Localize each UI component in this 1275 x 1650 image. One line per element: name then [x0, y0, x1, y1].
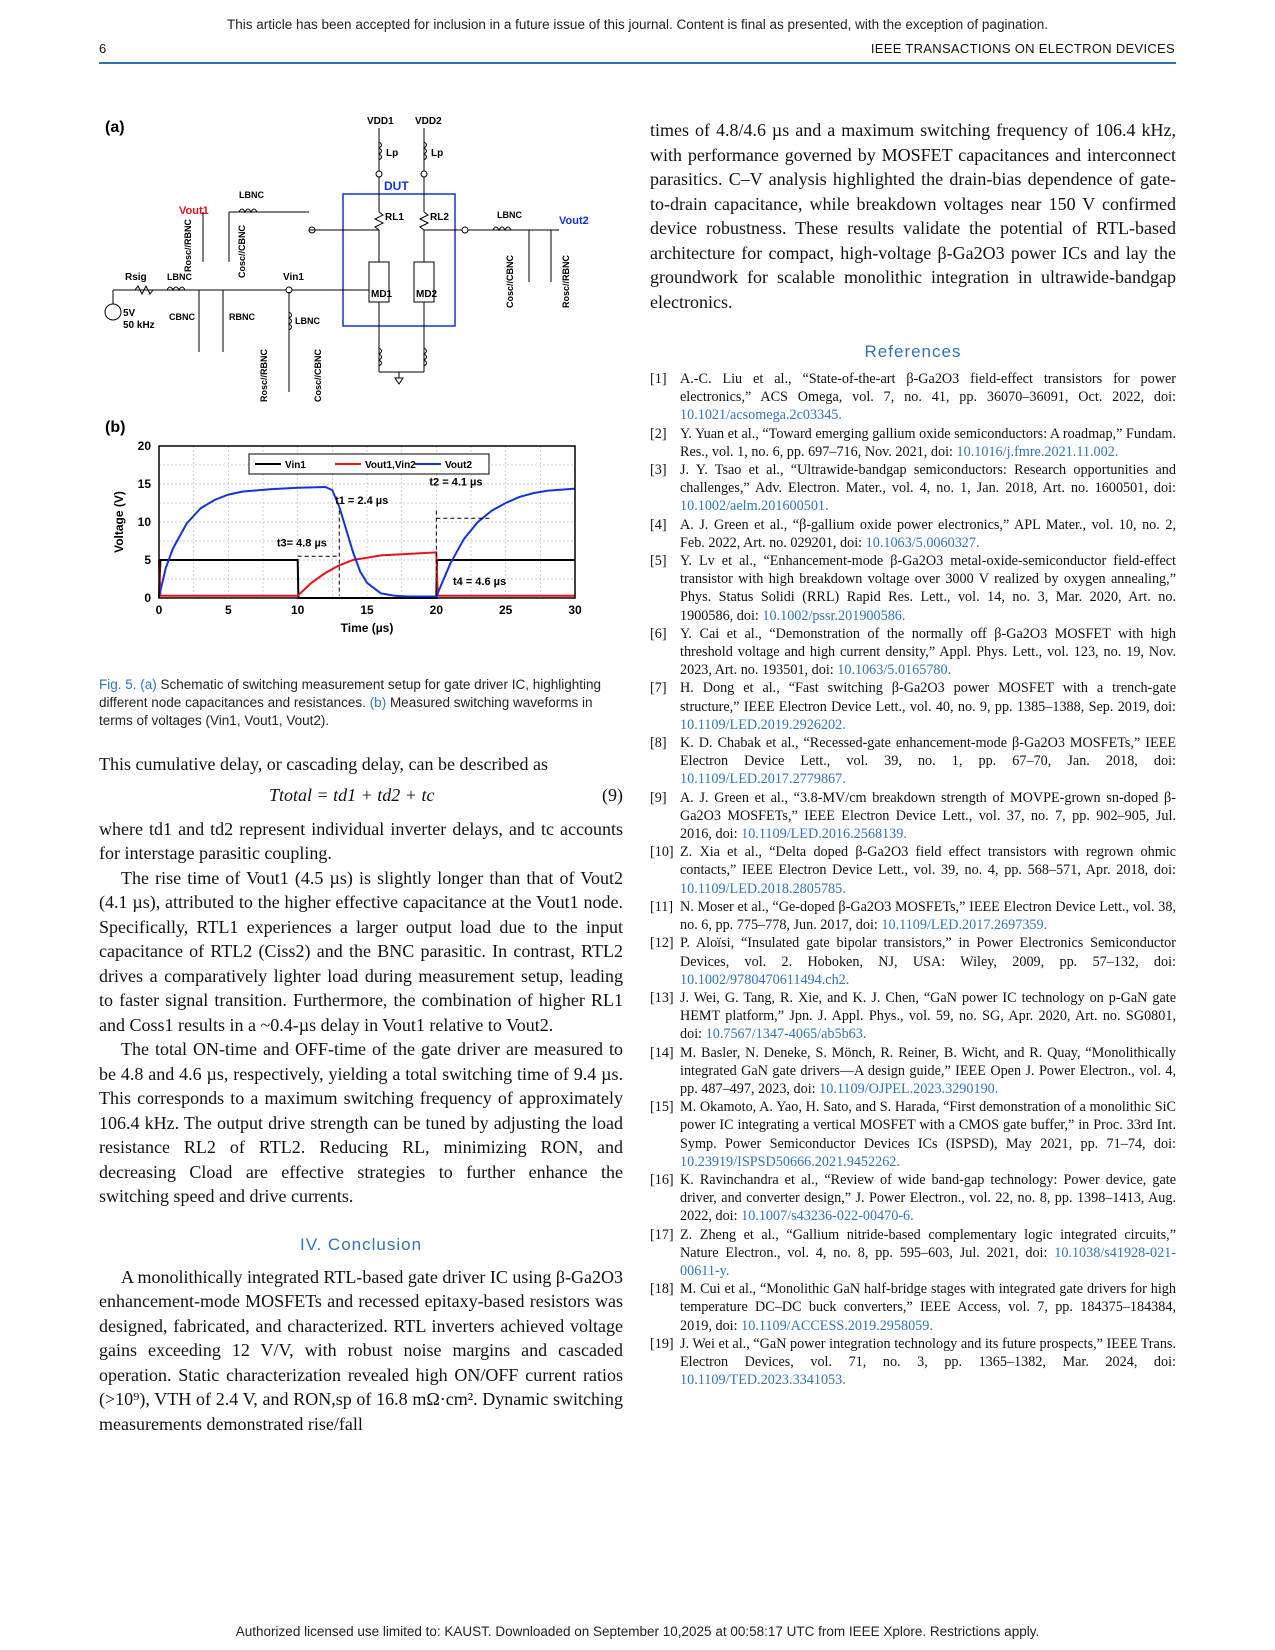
reference-citation: M. Cui et al., “Monolithic GaN half-bridge stages with integrated gate drivers for high temperature DC–DC buck converters,” IEEE Access, vol. 7, pp. 184375–184384, 2019, doi: [680, 1281, 1176, 1334]
equation-number: (9) [602, 784, 623, 805]
lp-label-2: Lp [431, 148, 444, 159]
y-tick-label: 15 [137, 477, 151, 491]
cosc-label-2: Cosc//CBNC [313, 348, 323, 402]
journal-name: IEEE TRANSACTIONS ON ELECTRON DEVICES [870, 41, 1175, 56]
panel-b-label: (b) [105, 419, 126, 436]
rl1-label: RL1 [385, 212, 404, 223]
vout1-label: Vout1 [179, 205, 209, 217]
reference-doi-link[interactable]: 10.1038/s41928-021-00611-y. [680, 1244, 1176, 1279]
legend-label: Vout1,Vin2 [365, 460, 416, 471]
x-tick-label: 0 [155, 603, 163, 617]
reference-item [650, 789, 1176, 844]
figure-5a-schematic [99, 112, 623, 412]
reference-doi-link[interactable]: 10.1109/LED.2017.2779867. [680, 771, 846, 788]
chart-annotations [277, 477, 506, 596]
reference-doi-link[interactable]: 10.1021/acsomega.2c03345. [680, 407, 842, 424]
reference-item [650, 679, 1176, 734]
rosc-label-2: Rosc//RBNC [259, 348, 269, 402]
equation-expression: Ttotal = td1 + td2 + tc [269, 784, 435, 805]
reference-doi-link[interactable]: 10.1109/TED.2023.3341053. [680, 1372, 846, 1389]
reference-citation: M. Okamoto, A. Yao, H. Sato, and S. Harada, “First demonstration of a monolithic SiC power IC integrating a vertical MOSFET with a CMOS gate buffer,” in Proc. 33rd Int. Symp. Power Semiconductor Devices ICs (ISPSD), May 2021, pp. 71–74, doi: [680, 1099, 1176, 1152]
reference-item [650, 1098, 1176, 1171]
reference-item [650, 625, 1176, 680]
reference-text [680, 1335, 1176, 1390]
reference-number: [4] [650, 516, 667, 533]
reference-text [680, 934, 1176, 989]
reference-item [650, 843, 1176, 898]
reference-number: [15] [650, 1099, 674, 1116]
cosc-label-3: Cosc//CBNC [505, 254, 515, 308]
acceptance-notice: This article has been accepted for inclusion in a future issue of this journal. Content is final as presented, with the exception of pagination. [227, 17, 1048, 32]
vin1-label: Vin1 [283, 272, 304, 283]
caption-a-text: Schematic of switching measurement setup for gate driver IC, highlighting different node capacitances and resistances. [99, 677, 601, 710]
rl2-label: RL2 [430, 212, 449, 223]
reference-item [650, 461, 1176, 516]
left-column [99, 112, 623, 1436]
license-footer: Authorized licensed use limited to: KAUST. Downloaded on September 10,2025 at 00:58:17 UTC from IEEE Xplore. Restrictions apply. [235, 1624, 1040, 1639]
reference-citation: Z. Zheng et al., “Gallium nitride-based complementary logic integrated circuits,” Nature Electron., vol. 4, no. 8, pp. 595–603, Jul. 2021, doi: [680, 1226, 1176, 1261]
source-label: 5V [123, 308, 136, 319]
y-tick-label: 10 [137, 515, 151, 529]
x-tick-label: 10 [290, 603, 305, 617]
rsig-label: Rsig [125, 272, 147, 283]
md2-label: MD2 [416, 289, 438, 300]
reference-item [650, 934, 1176, 989]
reference-doi-link[interactable]: 10.1109/LED.2019.2926202. [680, 716, 846, 733]
reference-doi-link[interactable]: 10.1007/s43236-022-00470-6. [741, 1208, 914, 1225]
legend-label: Vin1 [285, 460, 306, 471]
reference-citation: Y. Cai et al., “Demonstration of the normally off β-Ga2O3 MOSFET with high threshold voltage and high current density,” Appl. Phys. Lett., vol. 123, no. 19, Nov. 2023, Art. no. 193501, doi: [680, 625, 1176, 679]
vdd1-label: VDD1 [367, 116, 394, 127]
header-rule [99, 62, 1176, 64]
references-heading: References [864, 342, 962, 361]
reference-number: [12] [650, 935, 674, 952]
figure-caption [99, 676, 623, 730]
vout2-label: Vout2 [559, 215, 589, 227]
reference-number: [13] [650, 989, 674, 1006]
reference-citation: H. Dong et al., “Fast switching β-Ga2O3 power MOSFET with a trench-gate structure,” IEEE Electron Device Lett., vol. 40, no. 9, pp. 1385–1388, Sep. 2019, doi: [680, 680, 1176, 715]
reference-text [680, 425, 1176, 461]
reference-doi-link[interactable]: 10.1109/ACCESS.2019.2958059. [741, 1317, 933, 1334]
freq-label: 50 kHz [123, 320, 155, 331]
legend-label: Vout2 [445, 460, 473, 471]
chart-annotation: t3= 4.8 µs [276, 537, 327, 550]
y-axis-label: Voltage (V) [112, 491, 126, 553]
reference-item [650, 898, 1176, 934]
x-tick-label: 25 [498, 603, 513, 617]
reference-text [680, 552, 1176, 625]
lbnc-label-4: LBNC [497, 210, 522, 220]
reference-item [650, 425, 1176, 461]
page-number: 6 [99, 41, 107, 56]
reference-item [650, 1335, 1176, 1390]
reference-doi-link[interactable]: 10.1063/5.0060327. [865, 534, 980, 551]
reference-citation: Z. Xia et al., “Delta doped β-Ga2O3 field effect transistors with regrown ohmic contacts,” IEEE Electron Device Lett., vol. 39, no. 4, pp. 568–571, Apr. 2018, doi: [680, 844, 1176, 879]
reference-doi-link[interactable]: 10.1109/LED.2017.2697359. [881, 917, 1048, 934]
lbnc-label-3: LBNC [295, 316, 320, 326]
reference-number: [18] [650, 1281, 674, 1298]
reference-item [650, 734, 1176, 789]
reference-citation: J. Wei et al., “GaN power integration technology and its future prospects,” IEEE Trans. Electron Devices, vol. 71, no. 3, pp. 1365–1382, Mar. 2024, doi: [680, 1335, 1176, 1370]
rbnc-label: RBNC [229, 312, 255, 322]
reference-number: [2] [650, 425, 667, 442]
reference-text [680, 734, 1176, 789]
body-paragraph-1: This cumulative delay, or cascading delay, can be described as [99, 754, 548, 774]
equation-9 [99, 777, 623, 817]
dut-label: DUT [384, 179, 409, 193]
reference-doi-link[interactable]: 10.1109/LED.2016.2568139. [741, 826, 907, 843]
reference-doi-link[interactable]: 10.1002/9780470611494.ch2. [680, 971, 850, 988]
panel-a-label: (a) [105, 119, 125, 136]
reference-doi-link[interactable]: 10.1016/j.fmre.2021.11.002. [956, 443, 1119, 460]
reference-text [680, 625, 1176, 680]
lp-label-1: Lp [386, 148, 399, 159]
reference-doi-link[interactable]: 10.1063/5.0165780. [837, 662, 952, 679]
lbnc-label-1: LBNC [239, 190, 264, 200]
reference-citation: Y. Yuan et al., “Toward emerging gallium oxide semiconductors: A roadmap,” Fundam. Res., vol. 1, no. 6, pp. 697–716, Nov. 2021, doi: [680, 425, 1176, 460]
body-paragraph-2: where td1 and td2 represent individual inverter delays, and tc accounts for interstage parasitic coupling. [99, 818, 623, 863]
body-paragraph-5: A monolithically integrated RTL-based gate driver IC using β-Ga2O3 enhancement-mode MOSFETs and recessed epitaxy-based resistors was designed, fabricated, and characterized. RTL inverters achieved voltage gains exceeding 12 V/V, with robust noise margins and cascaded operation. Static characterization revealed high ON/OFF current ratios (>10⁹), VTH of 2.4 V, and RON,sp of 16.8 mΩ·cm². Dynamic switching measurements demonstrated rise/fall [99, 1266, 623, 1434]
reference-item [650, 552, 1176, 625]
reference-text [680, 1098, 1176, 1171]
x-tick-label: 20 [429, 603, 444, 617]
reference-doi-link[interactable]: 10.7567/1347-4065/ab5b63. [705, 1026, 867, 1043]
chart-annotation: t2 = 4.1 µs [429, 476, 483, 489]
chart-legend [249, 454, 489, 474]
cosc-label-1: Cosc//CBNC [237, 224, 247, 278]
reference-doi-link[interactable]: 10.1109/LED.2018.2805785. [680, 880, 846, 897]
reference-item [650, 516, 1176, 552]
reference-number: [17] [650, 1226, 674, 1243]
reference-number: [10] [650, 844, 674, 861]
x-axis-label: Time (µs) [340, 621, 394, 635]
x-tick-label: 5 [224, 603, 232, 617]
reference-text [680, 516, 1176, 552]
x-tick-label: 15 [360, 603, 374, 617]
reference-number: [8] [650, 735, 667, 752]
reference-text [680, 1044, 1176, 1099]
reference-text [680, 461, 1176, 516]
reference-number: [19] [650, 1335, 674, 1352]
reference-text [680, 989, 1176, 1044]
reference-text [680, 1280, 1176, 1335]
md1-label: MD1 [371, 289, 393, 300]
reference-number: [16] [650, 1171, 674, 1188]
reference-text [680, 898, 1176, 934]
caption-b-marker: (b) [369, 695, 387, 710]
reference-text [680, 1171, 1176, 1226]
reference-doi-link[interactable]: 10.1002/aelm.201600501. [680, 498, 829, 515]
reference-number: [11] [650, 898, 674, 915]
reference-number: [9] [650, 789, 667, 806]
reference-item [650, 1280, 1176, 1335]
rosc-label-1: Rosc//RBNC [183, 218, 193, 272]
caption-a-marker: (a) [140, 677, 157, 692]
reference-text [680, 843, 1176, 898]
reference-item [650, 370, 1176, 425]
reference-citation: N. Moser et al., “Ge-doped β-Ga2O3 MOSFETs,” IEEE Electron Device Lett., vol. 38, no. 6, pp. 775–778, Jun. 2017, doi: [680, 898, 1176, 934]
vdd2-label: VDD2 [415, 116, 442, 127]
reference-list [650, 370, 1176, 1389]
section-heading-conclusion: IV. Conclusion [299, 1234, 423, 1254]
reference-text [680, 1226, 1176, 1281]
reference-citation: J. Wei, G. Tang, R. Xie, and K. J. Chen, “GaN power IC technology on p-GaN gate HEMT platform,” Jpn. J. Appl. Phys., vol. 59, no. SG, Apr. 2020, Art. no. SG0801, doi: [680, 989, 1176, 1043]
x-tick-label: 30 [568, 603, 582, 617]
reference-item [650, 1226, 1176, 1281]
reference-doi-link[interactable]: 10.23919/ISPSD50666.2021.9452262. [680, 1153, 900, 1170]
reference-number: [14] [650, 1044, 674, 1061]
reference-citation: A. J. Green et al., “β-gallium oxide power electronics,” APL Mater., vol. 10, no. 2, Feb. 2022, Art. no. 029201, doi: [680, 516, 1176, 551]
y-tick-label: 5 [144, 553, 151, 567]
reference-item [650, 1171, 1176, 1226]
reference-citation: K. D. Chabak et al., “Recessed-gate enhancement-mode β-Ga2O3 MOSFETs,” IEEE Electron Device Lett., vol. 39, no. 1, pp. 67–70, Jan. 2018, doi: [680, 735, 1176, 770]
y-tick-label: 0 [144, 591, 151, 605]
reference-number: [6] [650, 625, 667, 642]
reference-doi-link[interactable]: 10.1109/OJPEL.2023.3290190. [819, 1080, 999, 1097]
reference-number: [3] [650, 462, 667, 479]
cbnc-label: CBNC [169, 312, 195, 322]
caption-label: Fig. 5. [99, 677, 137, 692]
y-tick-label: 20 [137, 439, 151, 453]
reference-item [650, 1044, 1176, 1099]
figure-5b-chart [99, 418, 623, 668]
right-column [650, 118, 1176, 1389]
reference-citation: K. Ravinchandra et al., “Review of wide band-gap technology: Power device, gate driver, and converter design,” J. Power Electron., vol. 22, no. 8, pp. 1398–1413, Aug. 2022, doi: [680, 1171, 1176, 1225]
chart-annotation: t4 = 4.6 µs [452, 576, 507, 589]
reference-citation: Y. Lv et al., “Enhancement-mode β-Ga2O3 metal-oxide-semiconductor field-effect transistor with high breakdown voltage over 3000 V realized by oxygen annealing,” Phys. Status Solidi (RRL) Rapid Res. Lett., vol. 14, no. 3, Mar. 2020, Art. no. 1900586, doi: [680, 553, 1176, 624]
reference-citation: J. Y. Tsao et al., “Ultrawide-bandgap semiconductors: Research opportunities and challenges,” Adv. Electron. Mater., vol. 4, no. 1, Jan. 2018, Art. no. 1600501, doi: [680, 462, 1176, 497]
chart-annotation: t1 = 2.4 µs [335, 494, 389, 507]
caption-b-text: Measured switching waveforms in terms of voltages (Vin1, Vout1, Vout2). [99, 695, 593, 728]
reference-doi-link[interactable]: 10.1002/pssr.201900586. [762, 607, 906, 624]
reference-number: [5] [650, 553, 667, 570]
reference-text [680, 789, 1176, 844]
body-paragraph-3: The rise time of Vout1 (4.5 µs) is slightly longer than that of Vout2 (4.1 µs), attributed to the higher effective capacitance at the Vout1 node. Specifically, RTL1 experiences a larger output load due to the input capacitance of RTL2 (Ciss2) and the BNC parasitic. In contrast, RTL2 drives a comparatively lighter load during measurement setup, leading to faster signal transition. Furthermore, the combination of higher RL1 and Coss1 results in a ~0.4-µs delay in Vout1 relative to Vout2. [99, 867, 623, 1035]
reference-citation: M. Basler, N. Deneke, S. Mönch, R. Reiner, B. Wicht, and R. Quay, “Monolithically integrated GaN gate drivers—A design guide,” IEEE Open J. Power Electron., vol. 4, pp. 487–497, 2023, doi: [680, 1044, 1176, 1097]
rosc-label-3: Rosc//RBNC [561, 254, 571, 308]
lbnc-label-2: LBNC [167, 272, 192, 282]
reference-text [680, 370, 1176, 425]
reference-number: [7] [650, 680, 667, 697]
reference-citation: A. J. Green et al., “3.8-MV/cm breakdown strength of MOVPE-grown sn-doped β-Ga2O3 MOSFETs,” IEEE Electron Device Lett., vol. 37, no. 7, pp. 902–905, Jul. 2016, doi: [680, 789, 1176, 843]
reference-citation: A.-C. Liu et al., “State-of-the-art β-Ga2O3 field-effect transistors for power electronics,” ACS Omega, vol. 7, no. 41, pp. 36070–36091, Oct. 2022, doi: [680, 371, 1176, 406]
reference-item [650, 989, 1176, 1044]
reference-number: [1] [650, 371, 667, 387]
body-paragraph-4: The total ON-time and OFF-time of the gate driver are measured to be 4.8 and 4.6 µs, respectively, yielding a total switching time of 9.4 µs. This corresponds to a maximum switching frequency of approximately 106.4 kHz. The output drive strength can be tuned by adjusting the load resistance RL2 of RTL2. Reducing RL, minimizing RON, and decreasing Cload are effective strategies to further enhance the switching speed and drive currents. [99, 1039, 623, 1206]
reference-citation: P. Aloïsi, “Insulated gate bipolar transistors,” in Power Electronics Semiconductor Devices, vol. 2. Hoboken, NJ, USA: Wiley, 2009, pp. 57–132, doi: [680, 935, 1176, 970]
body-paragraph-6: times of 4.8/4.6 µs and a maximum switching frequency of 106.4 kHz, with performance governed by MOSFET capacitances and interconnect parasitics. C–V analysis highlighted the drain-bias dependence of gate-to-drain capacitance, while breakdown voltages near 150 V confirmed device robustness. These results validate the potential of RTL-based architecture for compact, high-voltage β-Ga2O3 power ICs and lay the groundwork for scalable monolithic integration in ultrawide-bandgap electronics. [650, 120, 1176, 312]
reference-text [680, 679, 1176, 734]
